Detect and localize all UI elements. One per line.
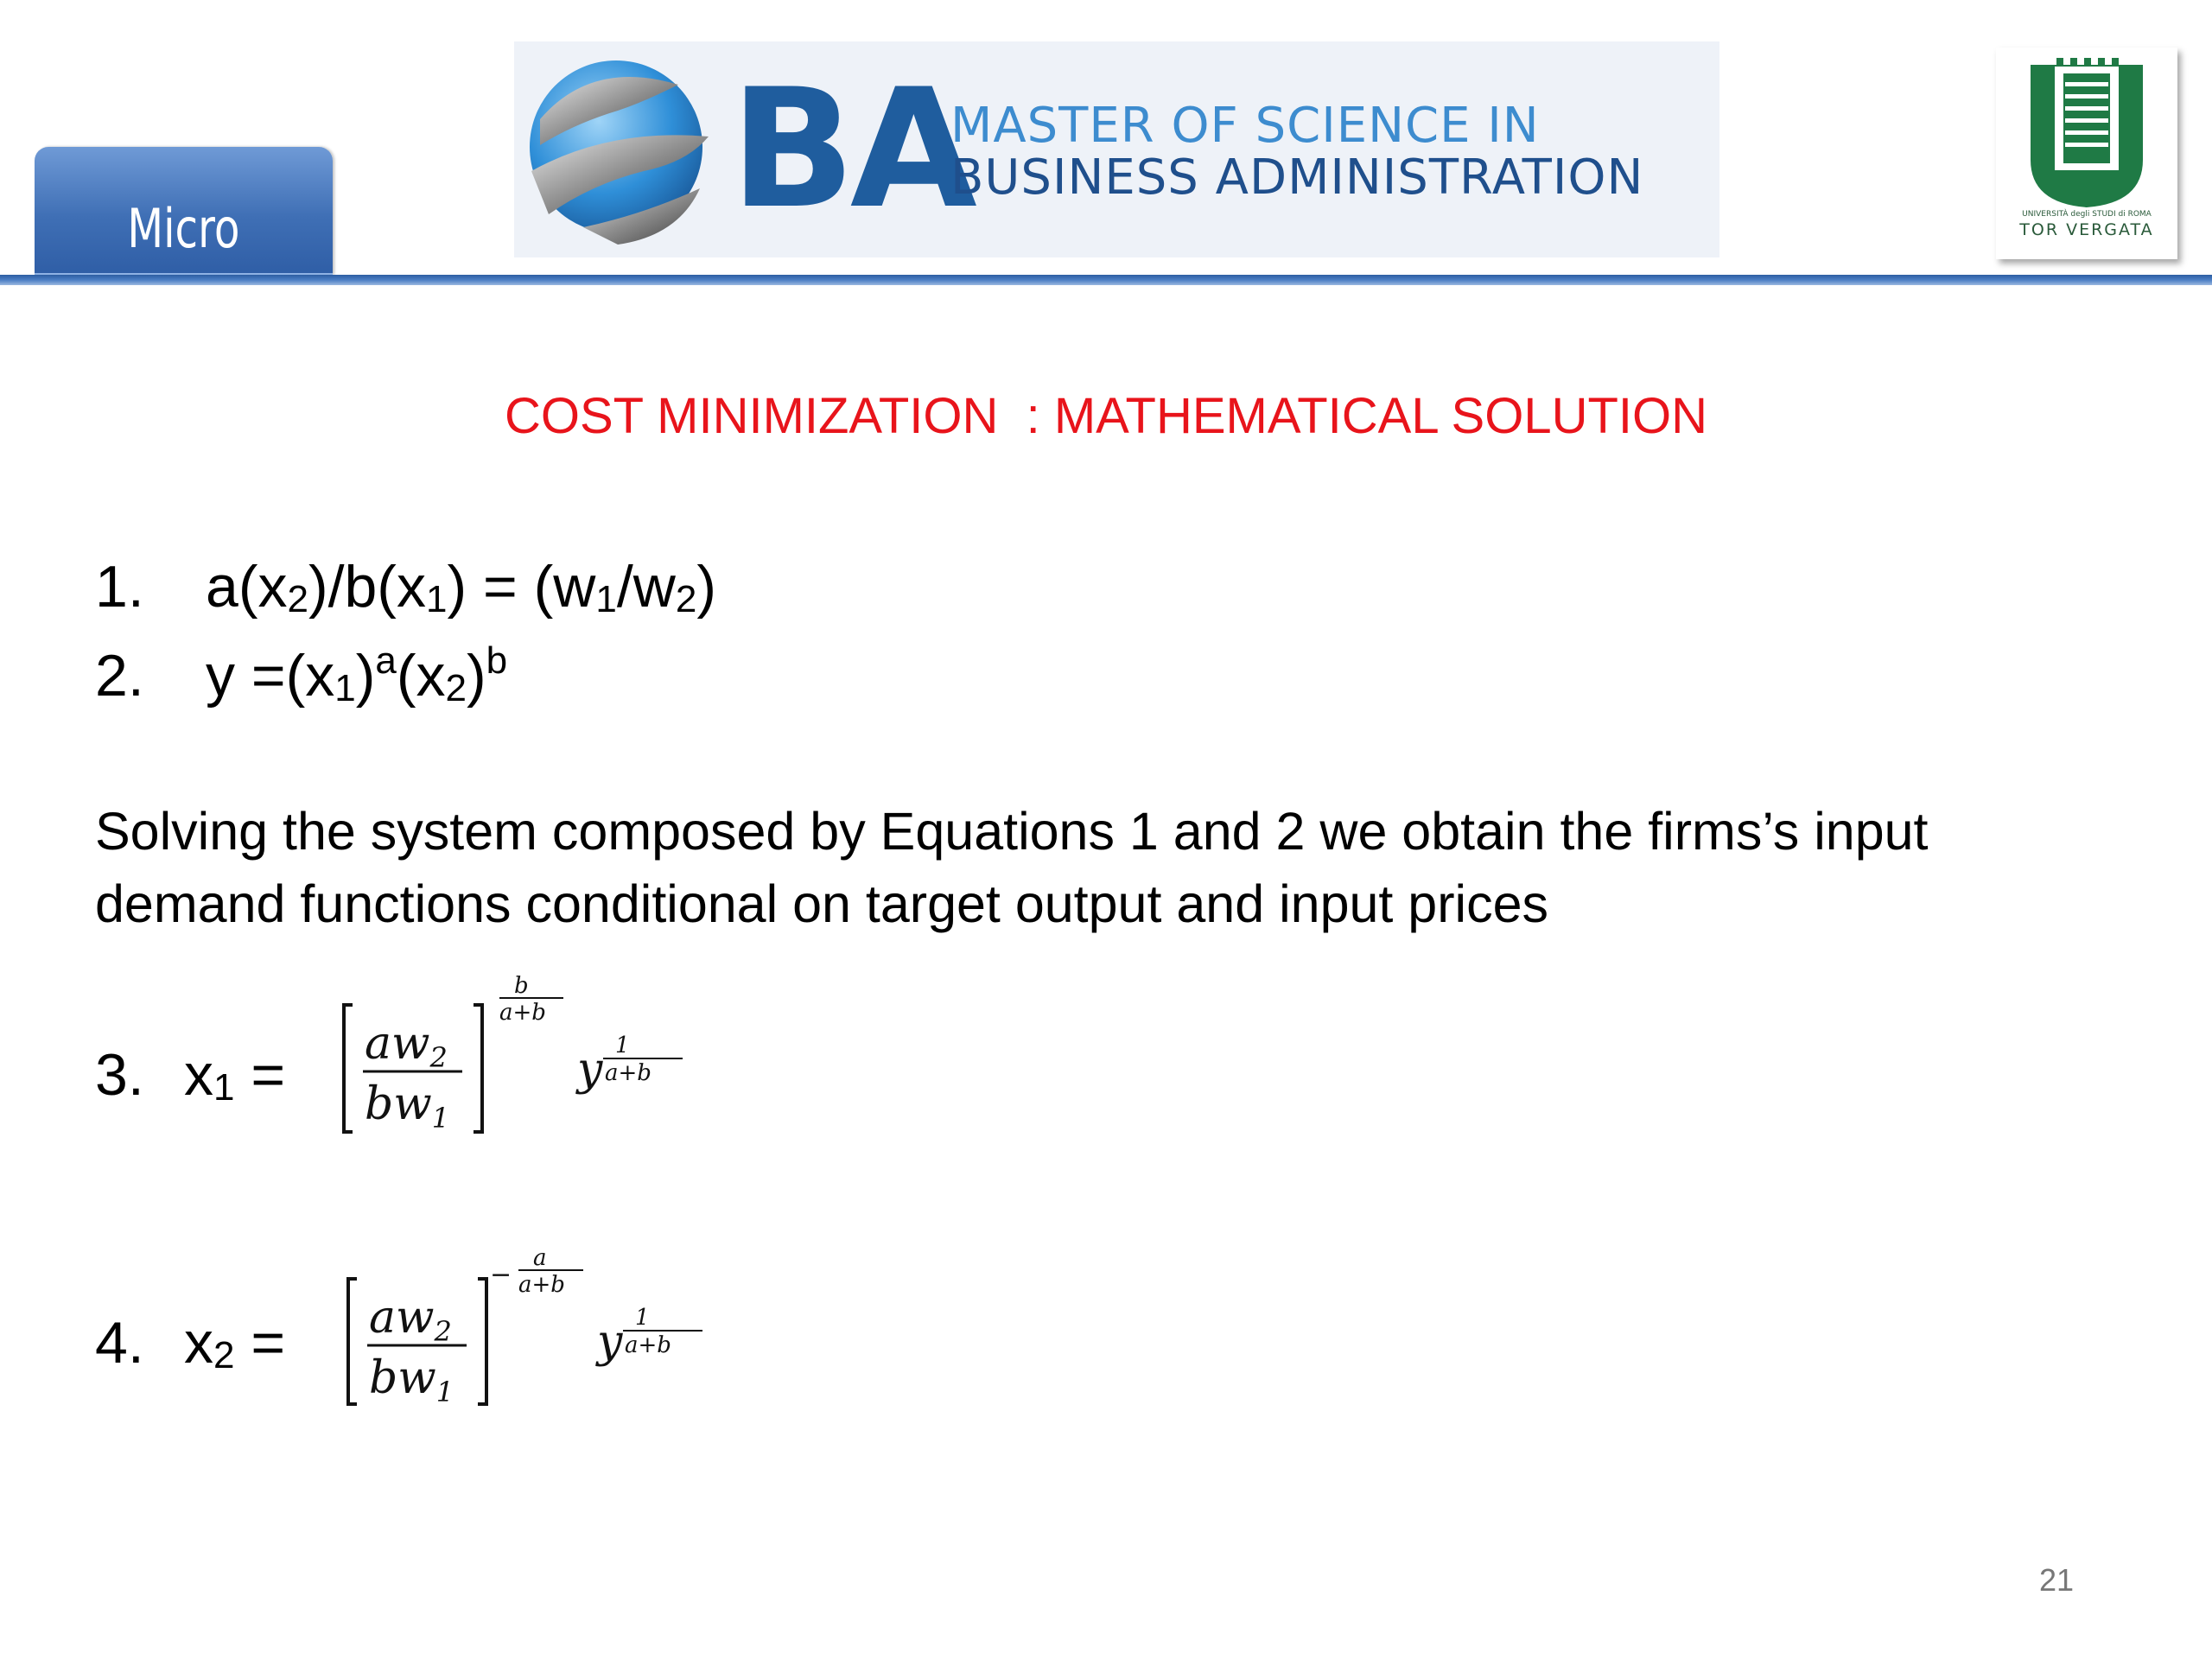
- eq-subscript: 2: [213, 1334, 235, 1376]
- university-caption: TOR VERGATA: [2019, 220, 2154, 239]
- university-caption-small: UNIVERSITÀ degli STUDI di ROMA: [2022, 210, 2152, 219]
- equation-number: 1.: [95, 554, 144, 620]
- ba-logo-letters: BA: [730, 54, 972, 245]
- slide-header: [0, 0, 2212, 298]
- eq-text: y =(x: [206, 643, 335, 709]
- svg-text:a+b: a+b: [605, 1060, 652, 1086]
- svg-text:1: 1: [635, 1305, 650, 1331]
- svg-text:aw2: aw2: [365, 1018, 448, 1074]
- eq-text: ): [467, 643, 486, 709]
- eq-text: ) = (w: [447, 554, 596, 620]
- svg-text:bw1: bw1: [365, 1078, 450, 1135]
- eq-subscript: 2: [287, 578, 308, 620]
- eq-equals: =: [234, 1042, 286, 1108]
- page-number: 21: [2039, 1562, 2075, 1598]
- eq-var: x: [184, 1042, 213, 1108]
- banner-line-1: MASTER OF SCIENCE IN: [950, 98, 1540, 154]
- section-tab-label: Micro: [127, 196, 240, 260]
- svg-text:a+b: a+b: [499, 1000, 546, 1026]
- header-rule: [0, 275, 2212, 285]
- eq-text: ): [355, 643, 376, 709]
- eq-superscript: a: [375, 639, 397, 682]
- university-logo: [1996, 48, 2177, 259]
- svg-text:1: 1: [615, 1033, 630, 1058]
- svg-text:−: −: [490, 1260, 512, 1290]
- eq-superscript: b: [486, 639, 508, 682]
- formula-x2: [341, 1244, 713, 1417]
- eq-subscript: 1: [425, 578, 448, 620]
- eq-subscript: 2: [445, 667, 467, 709]
- explanation-paragraph: Solving the system composed by Equations 1 and 2 we obtain the firms’s input demand functions conditional on target output and input prices: [95, 802, 1929, 933]
- equation-1: [95, 553, 716, 621]
- formula-x1: [337, 972, 700, 1145]
- svg-text:y: y: [577, 1044, 603, 1096]
- eq-equals: =: [234, 1310, 286, 1376]
- eq-text: /w: [616, 554, 676, 620]
- section-tab: [35, 147, 333, 275]
- banner-line-2: BUSINESS ADMINISTRATION: [950, 149, 1644, 206]
- equation-2: [95, 639, 507, 710]
- svg-text:bw1: bw1: [369, 1352, 454, 1408]
- eq-subscript: 2: [675, 578, 697, 620]
- svg-text:a+b: a+b: [625, 1332, 671, 1358]
- svg-text:aw2: aw2: [369, 1292, 452, 1348]
- svg-text:y: y: [597, 1316, 623, 1368]
- equation-number: 3.: [95, 1042, 144, 1108]
- equation-4-label: [95, 1309, 285, 1377]
- eq-var: x: [184, 1310, 213, 1376]
- tower-emblem-icon: [1996, 48, 2177, 212]
- eq-subscript: 1: [595, 578, 617, 620]
- svg-text:b: b: [514, 973, 529, 999]
- equation-number: 4.: [95, 1310, 144, 1376]
- equation-3-label: [95, 1041, 285, 1109]
- eq-subscript: 1: [334, 667, 356, 709]
- svg-text:a+b: a+b: [518, 1272, 565, 1298]
- eq-text: (x: [396, 643, 446, 709]
- slide-title: COST MINIMIZATION : MATHEMATICAL SOLUTION: [504, 388, 1708, 444]
- eq-text: a(x: [206, 554, 288, 620]
- eq-subscript: 1: [213, 1066, 235, 1109]
- msba-banner: [514, 41, 1719, 257]
- equation-number: 2.: [95, 643, 144, 709]
- svg-text:a: a: [533, 1245, 547, 1271]
- eq-text: )/b(x: [308, 554, 426, 620]
- eq-text: ): [696, 554, 716, 620]
- globe-logo-icon: [514, 41, 721, 257]
